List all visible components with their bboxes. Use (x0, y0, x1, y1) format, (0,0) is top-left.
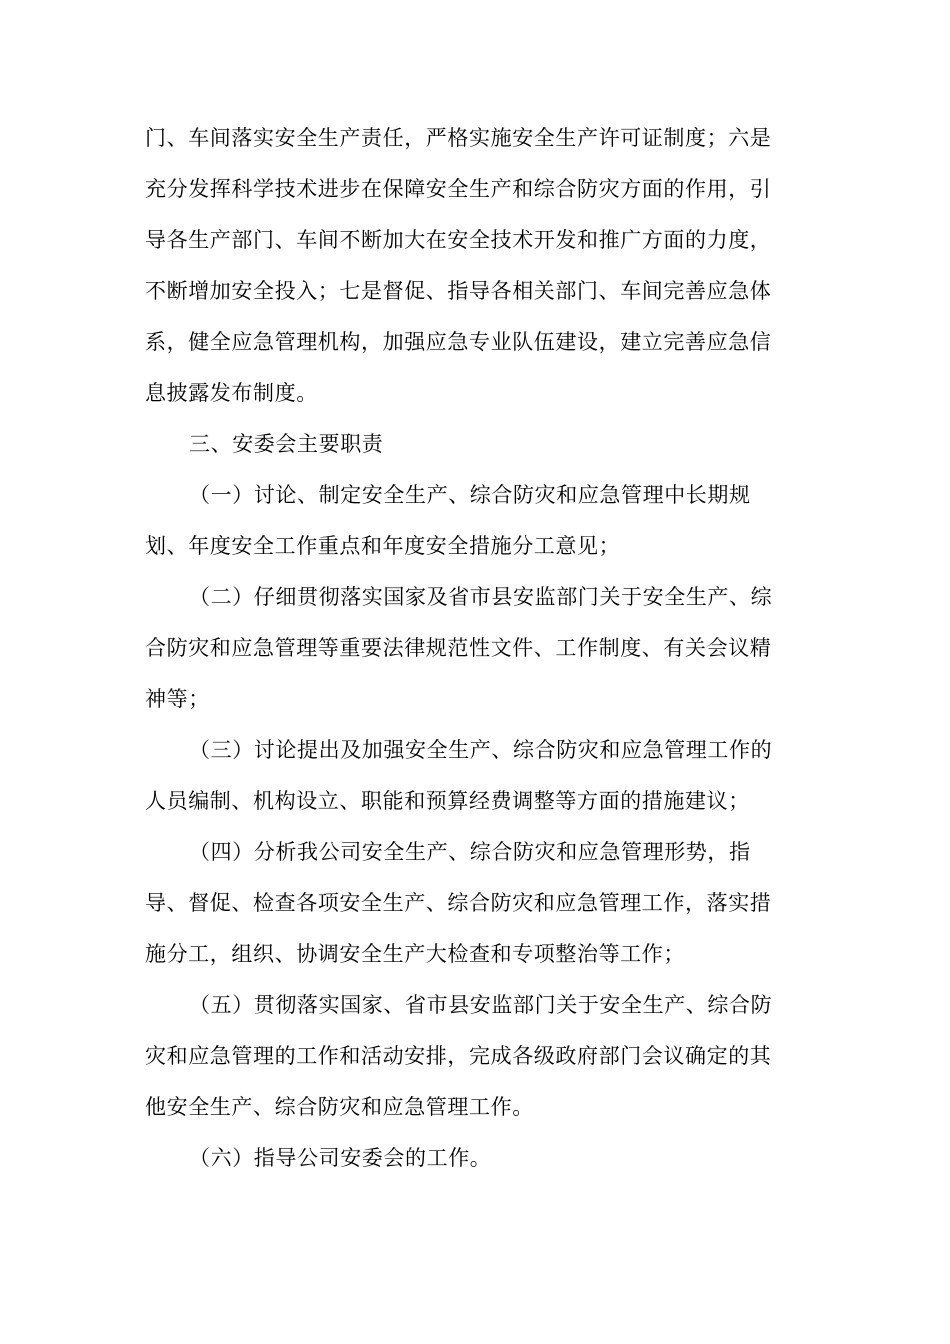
section-heading: 三、安委会主要职责 (189, 432, 384, 456)
text-line: 神等； (145, 687, 210, 711)
document-body (145, 113, 807, 1184)
list-item-5-start: （五）贯彻落实国家、省市县安监部门关于安全生产、综合防 (189, 993, 773, 1017)
text-line: 他安全生产、综合防灾和应急管理工作。 (145, 1095, 534, 1119)
list-item-3-start: （三）讨论提出及加强安全生产、综合防灾和应急管理工作的 (189, 738, 773, 762)
list-item-4-start: （四）分析我公司安全生产、综合防灾和应急管理形势，指 (189, 840, 751, 864)
text-line: 不断增加安全投入；七是督促、指导各相关部门、车间完善应急体 (145, 279, 772, 303)
list-item-6: （六）指导公司安委会的工作。 (189, 1146, 492, 1170)
text-line: 灾和应急管理的工作和活动安排，完成各级政府部门会议确定的其 (145, 1044, 772, 1068)
text-line: 导、督促、检查各项安全生产、综合防灾和应急管理工作，落实措 (145, 891, 772, 915)
list-item-1-start: （一）讨论、制定安全生产、综合防灾和应急管理中长期规 (189, 483, 751, 507)
text-line: 施分工，组织、协调安全生产大检查和专项整治等工作； (145, 942, 685, 966)
text-line: 息披露发布制度。 (145, 381, 318, 405)
text-line: 导各生产部门、车间不断加大在安全技术开发和推广方面的力度， (145, 228, 772, 252)
text-line: 门、车间落实安全生产责任，严格实施安全生产许可证制度；六是 (145, 126, 772, 150)
list-item-2-start: （二）仔细贯彻落实国家及省市县安监部门关于安全生产、综 (189, 585, 773, 609)
text-line: 人员编制、机构设立、职能和预算经费调整等方面的措施建议； (145, 789, 750, 813)
text-line: 充分发挥科学技术进步在保障安全生产和综合防灾方面的作用，引 (145, 177, 772, 201)
text-line: 系，健全应急管理机构，加强应急专业队伍建设，建立完善应急信 (145, 330, 772, 354)
text-line: 合防灾和应急管理等重要法律规范性文件、工作制度、有关会议精 (145, 636, 772, 660)
text-line: 划、年度安全工作重点和年度安全措施分工意见； (145, 534, 621, 558)
